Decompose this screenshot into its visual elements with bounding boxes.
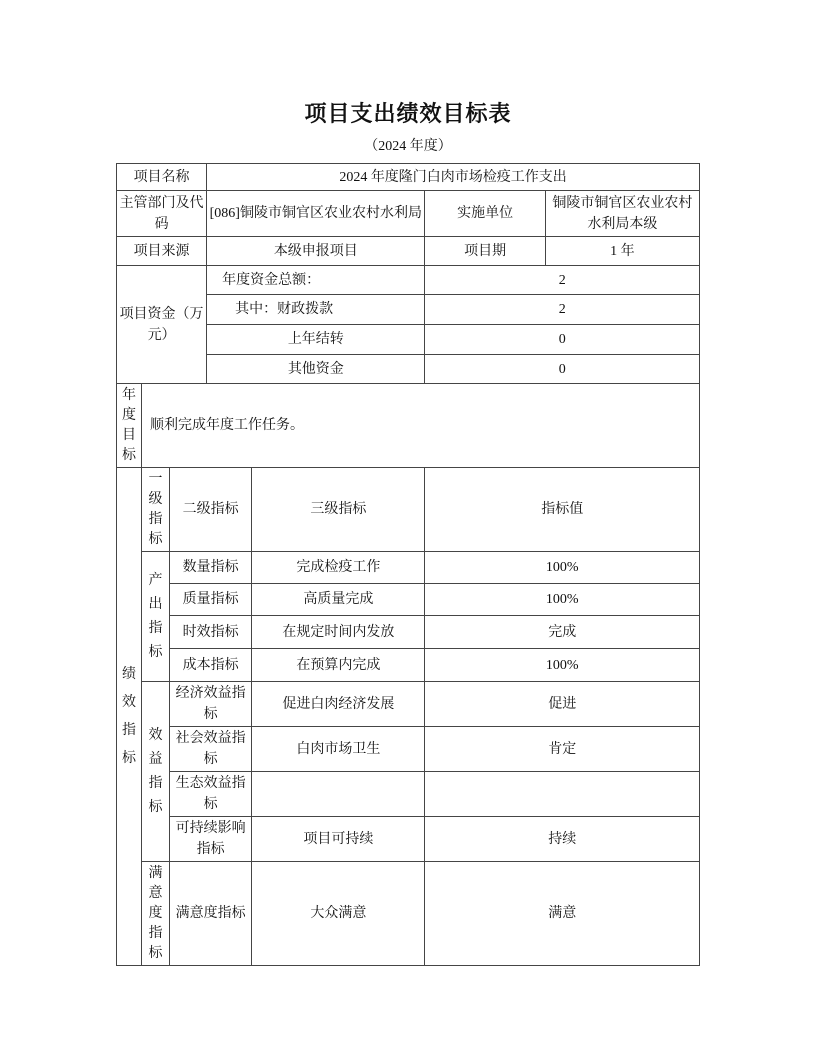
table-row: [117, 682, 700, 727]
dept-value: [086]铜陵市铜官区农业农村水利局: [207, 191, 425, 237]
impl-unit-label: 实施单位: [425, 191, 545, 237]
group-satisfaction-label-text: 满意度指标: [148, 865, 163, 961]
indicator-level3: 完成检疫工作: [252, 552, 425, 584]
indicator-level3: 大众满意: [252, 862, 425, 966]
indicator-level3: 在预算内完成: [252, 649, 425, 682]
page-title: 项目支出绩效目标表: [304, 101, 512, 126]
indicator-level2: 生态效益指标: [170, 772, 252, 817]
project-name-value: 2024 年度隆门白肉市场检疫工作支出: [207, 164, 700, 191]
funding-row-name: 上年结转: [207, 325, 425, 355]
group-benefit-label-text: 效益指标: [148, 727, 163, 815]
table-row: [117, 191, 700, 237]
table-row: [117, 384, 700, 468]
table-row: [117, 584, 700, 616]
indicator-level2: 时效指标: [170, 616, 252, 649]
table-row: [117, 237, 700, 266]
period-value: 1 年: [545, 237, 699, 266]
funding-label: 项目资金（万元）: [117, 266, 207, 384]
indicator-value: 肯定: [425, 727, 700, 772]
indicator-level3: 项目可持续: [252, 817, 425, 862]
page-subtitle: （2024 年度）: [364, 139, 452, 154]
indicator-header-level1-text: 一级指标: [148, 471, 163, 547]
source-label: 项目来源: [117, 237, 207, 266]
indicator-level3: 促进白肉经济发展: [252, 682, 425, 727]
indicator-level3: 在规定时间内发放: [252, 616, 425, 649]
indicators-label-text: 绩效指标: [122, 666, 136, 766]
table-row: [117, 727, 700, 772]
annual-goal-content: 顺利完成年度工作任务。: [142, 384, 700, 468]
indicator-level3: 高质量完成: [252, 584, 425, 616]
indicator-value: 满意: [425, 862, 700, 966]
group-satisfaction-label: [142, 862, 170, 966]
funding-row-value: 2: [425, 266, 700, 295]
indicator-value: 完成: [425, 616, 700, 649]
indicator-level2: 成本指标: [170, 649, 252, 682]
table-row: [117, 817, 700, 862]
indicator-level2: 经济效益指标: [170, 682, 252, 727]
indicator-level2: 质量指标: [170, 584, 252, 616]
funding-row-value: 0: [425, 325, 700, 355]
table-row: [117, 266, 700, 295]
indicator-header-value: 指标值: [425, 468, 700, 552]
funding-row-name: 其他资金: [207, 355, 425, 384]
indicator-value: 促进: [425, 682, 700, 727]
indicator-header-level3: 三级指标: [252, 468, 425, 552]
project-name-label: 项目名称: [117, 164, 207, 191]
table-row: [117, 616, 700, 649]
period-label: 项目期: [425, 237, 545, 266]
performance-target-table: [116, 163, 700, 966]
impl-unit-value: 铜陵市铜官区农业农村水利局本级: [545, 191, 699, 237]
group-output-label: [142, 552, 170, 682]
group-benefit-label: [142, 682, 170, 862]
indicator-value: [425, 772, 700, 817]
indicator-value: 100%: [425, 649, 700, 682]
indicator-level3: 白肉市场卫生: [252, 727, 425, 772]
funding-row-name: 年度资金总额：: [207, 266, 425, 295]
indicator-level2: 社会效益指标: [170, 727, 252, 772]
indicators-label: [117, 468, 142, 966]
table-row: [117, 649, 700, 682]
annual-goal-label-text: 年度目标: [122, 387, 136, 463]
indicator-level2: 可持续影响指标: [170, 817, 252, 862]
annual-goal-label: [117, 384, 142, 468]
indicator-header-level1: [142, 468, 170, 552]
source-value: 本级申报项目: [207, 237, 425, 266]
table-row: [117, 468, 700, 552]
indicator-value: 100%: [425, 552, 700, 584]
funding-row-name: 其中：财政拨款: [207, 295, 425, 325]
group-output-label-text: 产出指标: [148, 572, 163, 660]
table-row: [117, 552, 700, 584]
funding-row-value: 0: [425, 355, 700, 384]
indicator-level2: 数量指标: [170, 552, 252, 584]
funding-row-value: 2: [425, 295, 700, 325]
table-row: [117, 164, 700, 191]
table-row: [117, 772, 700, 817]
dept-label: 主管部门及代码: [117, 191, 207, 237]
indicator-level3: [252, 772, 425, 817]
indicator-level2: 满意度指标: [170, 862, 252, 966]
indicator-value: 持续: [425, 817, 700, 862]
table-row: [117, 862, 700, 966]
indicator-value: 100%: [425, 584, 700, 616]
indicator-header-level2: 二级指标: [170, 468, 252, 552]
